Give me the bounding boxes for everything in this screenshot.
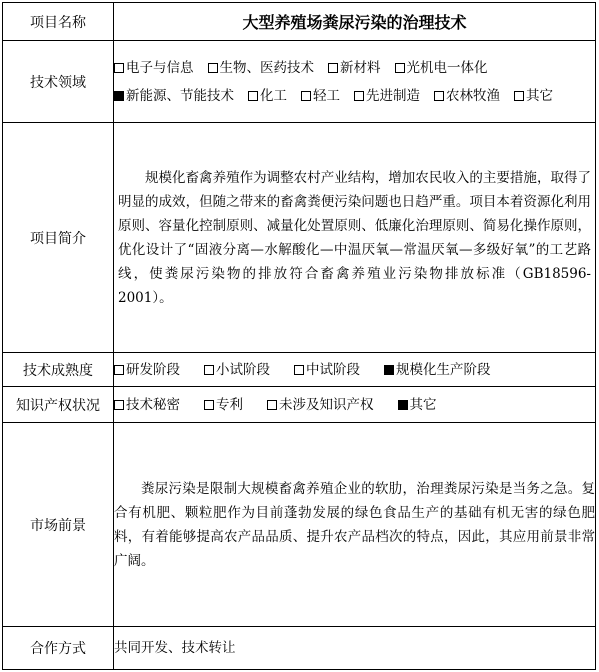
tech-field-cell (114, 41, 596, 123)
project-info-table (2, 2, 596, 670)
checkbox-icon[interactable] (204, 400, 214, 410)
row-maturity (3, 353, 596, 387)
tech-field-option[interactable] (114, 84, 234, 108)
option-label: 专利 (216, 396, 243, 413)
market-label: 市场前景 (3, 423, 114, 627)
summary-label: 项目简介 (3, 123, 114, 353)
tech-field-options (114, 56, 595, 108)
option-label: 其它 (526, 87, 553, 104)
tech-field-option[interactable] (301, 84, 340, 108)
checkbox-icon[interactable] (114, 400, 124, 410)
tech-field-option[interactable] (434, 84, 500, 108)
tech-field-option[interactable] (208, 56, 315, 80)
maturity-option[interactable] (114, 358, 180, 382)
checkbox-icon[interactable] (384, 365, 394, 375)
option-label: 电子与信息 (126, 59, 194, 76)
tech-field-option[interactable] (354, 84, 420, 108)
ip-option[interactable] (267, 393, 374, 417)
option-label: 农林牧渔 (446, 87, 500, 104)
option-label: 未涉及知识产权 (279, 396, 374, 413)
checkbox-icon[interactable] (398, 400, 408, 410)
maturity-option[interactable] (384, 358, 491, 382)
maturity-label: 技术成熟度 (3, 353, 114, 387)
market-text: 粪尿污染是限制大规模畜禽养殖企业的软肋，治理粪尿污染是当务之急。复合有机肥、颗粒肥作为目前蓬勃发展的绿色食品生产的基础有机无害的绿色肥料，有着能够提高农产品品质、提升农产品档次的特点，因此，其应用前景非常广阔。 (114, 480, 595, 569)
tech-field-option[interactable] (395, 56, 488, 80)
option-label: 其它 (409, 396, 437, 413)
row-tech-field (3, 41, 596, 123)
row-summary (3, 123, 596, 353)
market-cell (114, 423, 596, 627)
checkbox-icon[interactable] (514, 91, 524, 101)
maturity-option[interactable] (204, 358, 270, 382)
ip-cell (114, 387, 596, 423)
project-title: 大型养殖场粪尿污染的治理技术 (114, 3, 596, 41)
summary-text: 规模化畜禽养殖作为调整农村产业结构，增加农民收入的主要措施，取得了明显的成效，但随之带来的畜禽粪便污染问题也日趋严重。项目本着资源化利用原则、容量化控制原则、减量化处置原则、低廉化治理原则、简易化操作原则，优化设计了“固液分离—水解酸化—中温厌氧—常温厌氧—多级好氧”的工艺路线，使粪尿污染物的排放符合畜禽养殖业污染物排放标准（GB18596-2001）。 (118, 169, 591, 306)
summary-cell (114, 123, 596, 353)
cooperation-label: 合作方式 (3, 627, 114, 670)
checkbox-icon[interactable] (114, 365, 124, 375)
project-name-label: 项目名称 (3, 3, 114, 41)
ip-option[interactable] (398, 393, 437, 417)
option-label: 先进制造 (366, 87, 420, 104)
option-label: 轻工 (313, 87, 340, 104)
option-label: 规模化生产阶段 (396, 361, 491, 378)
ip-option[interactable] (114, 393, 180, 417)
tech-field-option[interactable] (328, 56, 381, 80)
checkbox-icon[interactable] (294, 365, 304, 375)
row-ip (3, 387, 596, 423)
checkbox-icon[interactable] (204, 365, 214, 375)
ip-label: 知识产权状况 (3, 387, 114, 423)
checkbox-icon[interactable] (114, 91, 124, 101)
tech-field-option[interactable] (248, 84, 287, 108)
cooperation-value: 共同开发、技术转让 (114, 627, 596, 670)
option-label: 新材料 (340, 59, 381, 76)
tech-field-label: 技术领域 (3, 41, 114, 123)
maturity-cell (114, 353, 596, 387)
checkbox-icon[interactable] (434, 91, 444, 101)
tech-field-option[interactable] (514, 84, 553, 108)
option-label: 生物、医药技术 (219, 59, 314, 76)
option-label: 研发阶段 (126, 361, 180, 378)
checkbox-icon[interactable] (354, 91, 364, 101)
option-label: 化工 (260, 87, 287, 104)
checkbox-icon[interactable] (208, 63, 218, 73)
row-market (3, 423, 596, 627)
option-label: 技术秘密 (126, 396, 180, 413)
checkbox-icon[interactable] (267, 400, 277, 410)
ip-options (114, 393, 595, 417)
ip-option[interactable] (204, 393, 243, 417)
row-cooperation (3, 627, 596, 670)
option-label: 光机电一体化 (406, 59, 488, 76)
maturity-options (114, 358, 595, 382)
checkbox-icon[interactable] (301, 91, 311, 101)
maturity-option[interactable] (294, 358, 360, 382)
row-project-name (3, 3, 596, 41)
option-label: 小试阶段 (216, 361, 270, 378)
tech-field-option[interactable] (114, 56, 194, 80)
checkbox-icon[interactable] (328, 63, 338, 73)
checkbox-icon[interactable] (248, 91, 258, 101)
option-label: 新能源、节能技术 (126, 87, 234, 104)
option-label: 中试阶段 (306, 361, 360, 378)
checkbox-icon[interactable] (395, 63, 405, 73)
checkbox-icon[interactable] (114, 63, 124, 73)
